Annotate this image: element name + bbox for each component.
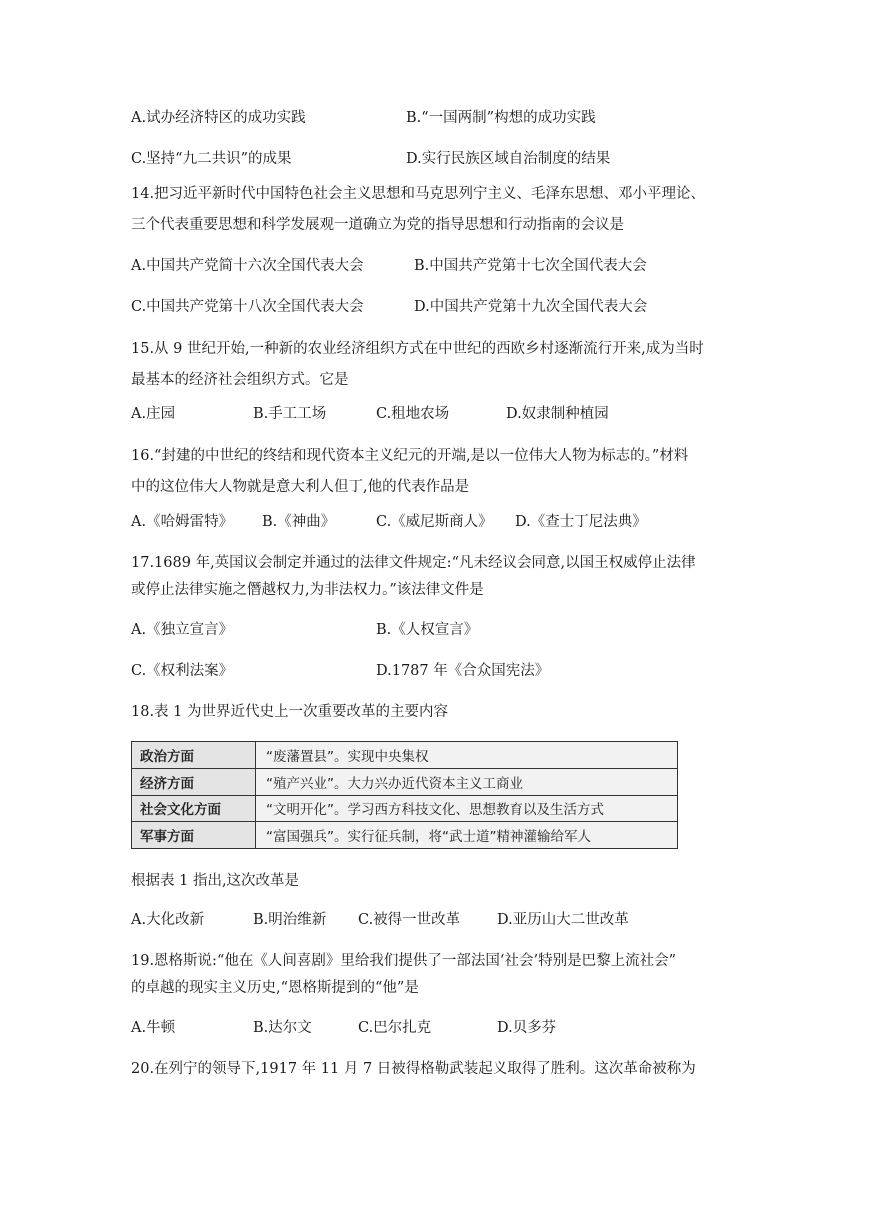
q14-option-a: A.中国共产党简十六次全国代表大会	[131, 258, 364, 274]
q16-stem-line1: 16.“封建的中世纪的终结和现代资本主义纪元的开端,是以一位伟大人物为标志的。”材料	[131, 448, 689, 464]
q16-stem-line2: 中的这位伟大人物就是意大利人但丁,他的代表作品是	[131, 479, 470, 495]
q18-followup: 根据表 1 指出,这次改革是	[131, 873, 300, 889]
q13-option-b: B.“一国两制”构想的成功实践	[406, 110, 596, 126]
table-content-cell: “废藩置县”。实现中央集权	[256, 742, 678, 769]
q13-option-c: C.坚持“九二共识”的成果	[131, 151, 292, 167]
q16-option-b: B.《神曲》	[262, 514, 336, 530]
q17-stem-line2: 或停止法律实施之僭越权力,为非法权力。”该法律文件是	[131, 582, 484, 598]
q18-intro: 18.表 1 为世界近代史上一次重要改革的主要内容	[131, 704, 449, 720]
table-aspect-cell: 社会文化方面	[132, 795, 256, 822]
table-aspect-cell: 政治方面	[132, 742, 256, 769]
table-content-cell: “富国强兵”。实行征兵制，将“武士道”精神灌输给军人	[256, 822, 678, 849]
q20-stem-line1: 20.在列宁的领导下,1917 年 11 月 7 日被得格勒武装起义取得了胜利。这次革命被称为	[131, 1061, 696, 1077]
q18-option-a: A.大化改新	[131, 912, 205, 928]
table-content-cell: “殖产兴业”。大力兴办近代资本主义工商业	[256, 768, 678, 795]
q17-stem-line1: 17.1689 年,英国议会制定并通过的法律文件规定:“凡未经议会同意,以国王权威停止法律	[131, 555, 696, 571]
q19-option-d: D.贝多芬	[497, 1020, 557, 1036]
q14-stem-line1: 14.把习近平新时代中国特色社会主义思想和马克思列宁主义、毛泽东思想、邓小平理论、	[131, 186, 706, 202]
q15-option-a: A.庄园	[131, 406, 176, 422]
q19-option-a: A.牛顿	[131, 1020, 176, 1036]
q14-option-b: B.中国共产党第十七次全国代表大会	[414, 258, 647, 274]
q16-option-a: A.《哈姆雷特》	[131, 514, 234, 530]
table-row	[132, 768, 678, 795]
q16-option-c: C.《威尼斯商人》	[376, 514, 493, 530]
q17-option-d: D.1787 年《合众国宪法》	[376, 663, 550, 679]
q14-option-c: C.中国共产党第十八次全国代表大会	[131, 299, 364, 315]
reform-table	[131, 741, 678, 849]
q19-option-b: B.达尔文	[253, 1020, 312, 1036]
q19-stem-line1: 19.恩格斯说:“他在《人间喜剧》里给我们提供了一部法国‘社会’特别是巴黎上流社会”	[131, 953, 676, 969]
table-aspect-cell: 军事方面	[132, 822, 256, 849]
q18-option-c: C.被得一世改革	[358, 912, 461, 928]
table-content-cell: “文明开化”。学习西方科技文化、思想教育以及生活方式	[256, 795, 678, 822]
table-row	[132, 795, 678, 822]
q15-option-b: B.手工工场	[253, 406, 327, 422]
q18-option-d: D.亚历山大二世改革	[497, 912, 629, 928]
table-row	[132, 822, 678, 849]
q15-option-c: C.租地农场	[376, 406, 450, 422]
q19-stem-line2: 的卓越的现实主义历史,“恩格斯提到的“他”是	[131, 980, 419, 996]
q19-option-c: C.巴尔扎克	[358, 1020, 432, 1036]
table-aspect-cell: 经济方面	[132, 768, 256, 795]
q17-option-b: B.《人权宣言》	[376, 622, 479, 638]
q16-option-d: D.《查士丁尼法典》	[515, 514, 647, 530]
q13-option-d: D.实行民族区域自治制度的结果	[406, 151, 611, 167]
q14-option-d: D.中国共产党第十九次全国代表大会	[414, 299, 648, 315]
q18-option-b: B.明治维新	[253, 912, 327, 928]
table-row	[132, 742, 678, 769]
q14-stem-line2: 三个代表重要思想和科学发展观一道确立为党的指导思想和行动指南的会议是	[131, 217, 624, 233]
q15-stem-line2: 最基本的经济社会组织方式。它是	[131, 372, 349, 388]
q17-option-a: A.《独立宣言》	[131, 622, 234, 638]
q15-stem-line1: 15.从 9 世纪开始,一种新的农业经济组织方式在中世纪的西欧乡村逐渐流行开来,成为当时	[131, 341, 704, 357]
q17-option-c: C.《权利法案》	[131, 663, 234, 679]
q15-option-d: D.奴隶制种植园	[506, 406, 609, 422]
q13-option-a: A.试办经济特区的成功实践	[131, 110, 306, 126]
